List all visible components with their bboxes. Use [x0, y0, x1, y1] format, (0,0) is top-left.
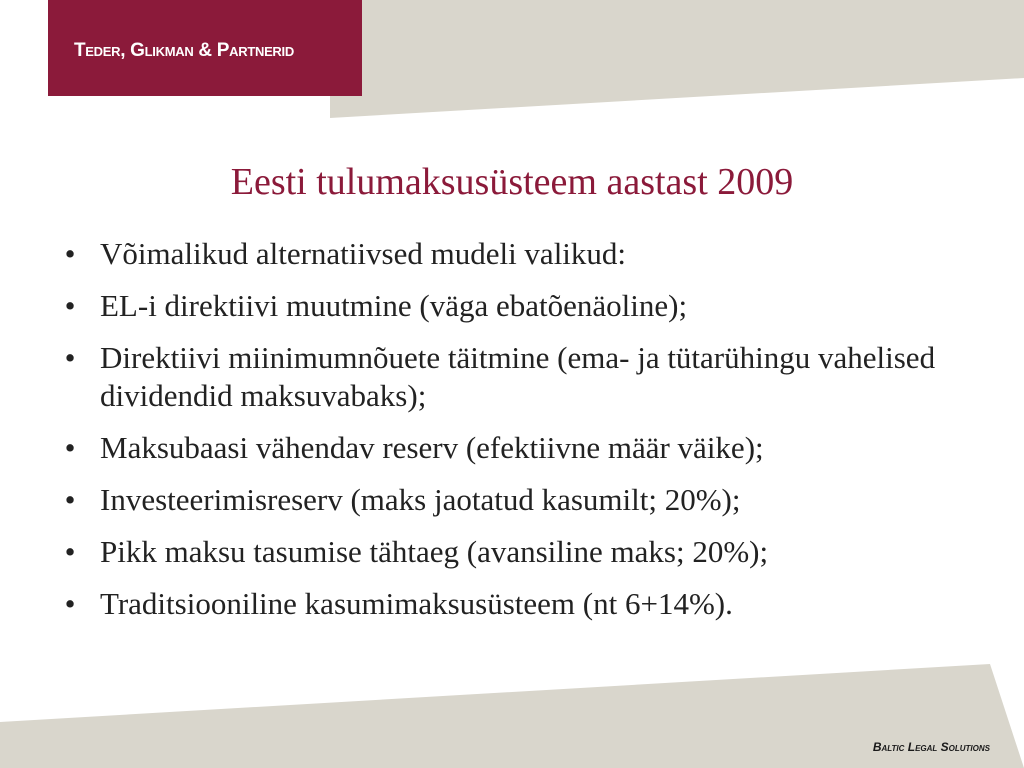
list-item	[56, 339, 986, 415]
bullet-marker: •	[64, 482, 76, 517]
bullet-marker: •	[64, 236, 76, 271]
list-item	[56, 235, 986, 273]
company-logo: Teder, Glikman & Partnerid	[74, 40, 294, 61]
bullet-marker: •	[64, 586, 76, 621]
bullet-marker: •	[64, 534, 76, 569]
list-item-text: Direktiivi miinimumnõuete täitmine (ema- ja tütarühingu vahelised dividendid maksuvabaks);	[100, 340, 936, 413]
bullet-marker: •	[64, 430, 76, 465]
bottom-gray-band	[0, 664, 1024, 768]
slide-title: Eesti tulumaksusüsteem aastast 2009	[230, 161, 794, 203]
list-item-text: Investeerimisreserv (maks jaotatud kasumilt; 20%);	[100, 482, 741, 517]
list-item-text: Pikk maksu tasumise tähtaeg (avansiline maks; 20%);	[100, 534, 769, 569]
top-gray-band	[330, 0, 1024, 118]
list-item-text: Traditsiooniline kasumimaksusüsteem (nt 6+14%).	[100, 586, 733, 621]
list-item-text: EL-i direktiivi muutmine (väga ebatõenäoline);	[100, 288, 688, 323]
list-item	[56, 533, 986, 571]
bullet-list	[56, 235, 986, 637]
bullet-marker: •	[64, 288, 76, 323]
footer-logo: Baltic Legal Solutions	[872, 740, 990, 754]
list-item	[56, 287, 986, 325]
list-item-text: Maksubaasi vähendav reserv (efektiivne määr väike);	[100, 430, 764, 465]
list-item-text: Võimalikud alternatiivsed mudeli valikud:	[100, 236, 627, 271]
bullet-marker: •	[64, 340, 76, 375]
list-item	[56, 585, 986, 623]
list-item	[56, 429, 986, 467]
list-item	[56, 481, 986, 519]
